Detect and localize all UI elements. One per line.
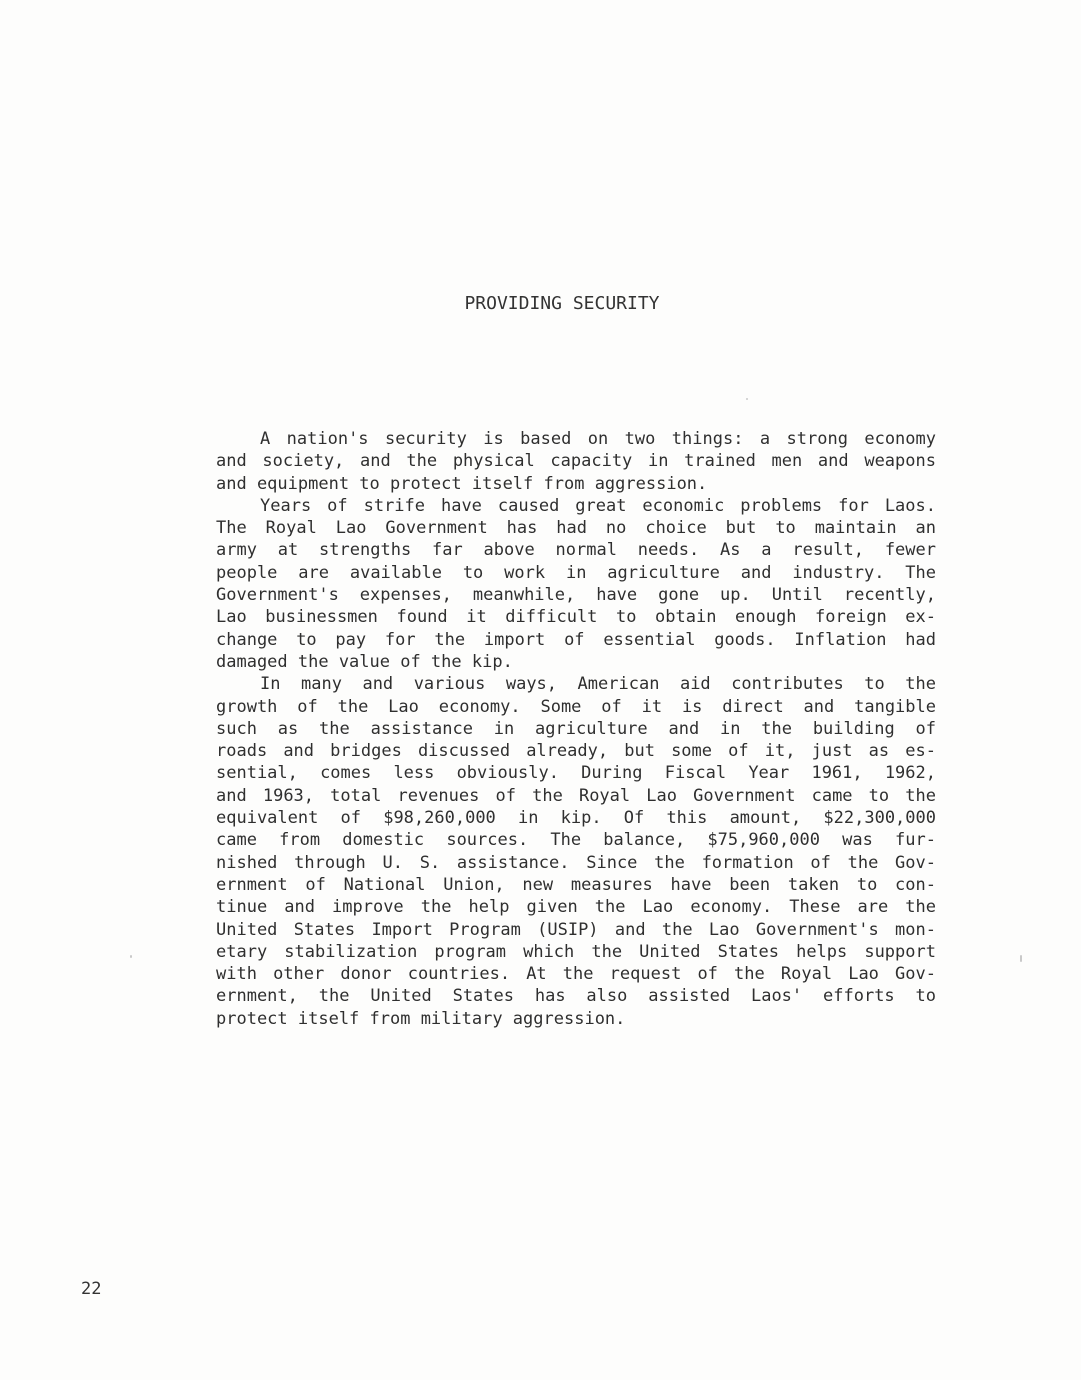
text-line: In many and various ways, American aid contributes to the (260, 674, 936, 695)
text-line: etary stabilization program which the United States helps support (216, 941, 936, 962)
text-line: nished through U. S. assistance. Since the formation of the Gov- (216, 852, 936, 873)
text-line: such as the assistance in agriculture and in the building of (216, 718, 936, 739)
scan-speck (130, 955, 132, 958)
text-line: Government's expenses, meanwhile, have gone up. Until recently, (216, 585, 936, 606)
text-line: ernment of National Union, new measures have been taken to con- (216, 874, 936, 895)
text-line: protect itself from military aggression. (216, 1008, 626, 1029)
scan-speck (1020, 955, 1022, 962)
text-line: growth of the Lao economy. Some of it is direct and tangible (216, 696, 936, 717)
text-line: The Royal Lao Government has had no choice but to maintain an (216, 518, 936, 539)
scan-speck (746, 398, 748, 400)
text-line: sential, comes less obviously. During Fiscal Year 1961, 1962, (216, 763, 936, 784)
body-text (216, 428, 936, 1030)
text-line: with other donor countries. At the request of the Royal Lao Gov- (216, 964, 936, 985)
text-line: A nation's security is based on two things: a strong economy (260, 429, 936, 449)
text-line: and equipment to protect itself from aggression. (216, 473, 708, 494)
text-line: Lao businessmen found it difficult to obtain enough foreign ex- (216, 607, 936, 628)
text-line: army at strengths far above normal needs. As a result, fewer (216, 540, 936, 561)
text-line: change to pay for the import of essential goods. Inflation had (216, 629, 936, 650)
text-line: roads and bridges discussed already, but some of it, just as es- (216, 741, 936, 762)
text-line: Years of strife have caused great economic problems for Laos. (260, 495, 936, 516)
text-line: ernment, the United States has also assisted Laos' efforts to (216, 986, 936, 1007)
text-line: came from domestic sources. The balance, $75,960,000 was fur- (216, 830, 936, 851)
text-line: equivalent of $98,260,000 in kip. Of this amount, $22,300,000 (216, 808, 936, 829)
page-number: 22 (81, 1279, 102, 1299)
page-title: PROVIDING SECURITY (464, 293, 660, 314)
text-line: tinue and improve the help given the Lao economy. These are the (216, 897, 936, 918)
text-line: damaged the value of the kip. (216, 651, 513, 672)
text-line: people are available to work in agriculture and industry. The (216, 562, 936, 583)
text-line: United States Import Program (USIP) and the Lao Government's mon- (216, 919, 936, 940)
text-line: and society, and the physical capacity in trained men and weapons (216, 451, 936, 472)
text-line: and 1963, total revenues of the Royal Lao Government came to the (216, 785, 936, 806)
